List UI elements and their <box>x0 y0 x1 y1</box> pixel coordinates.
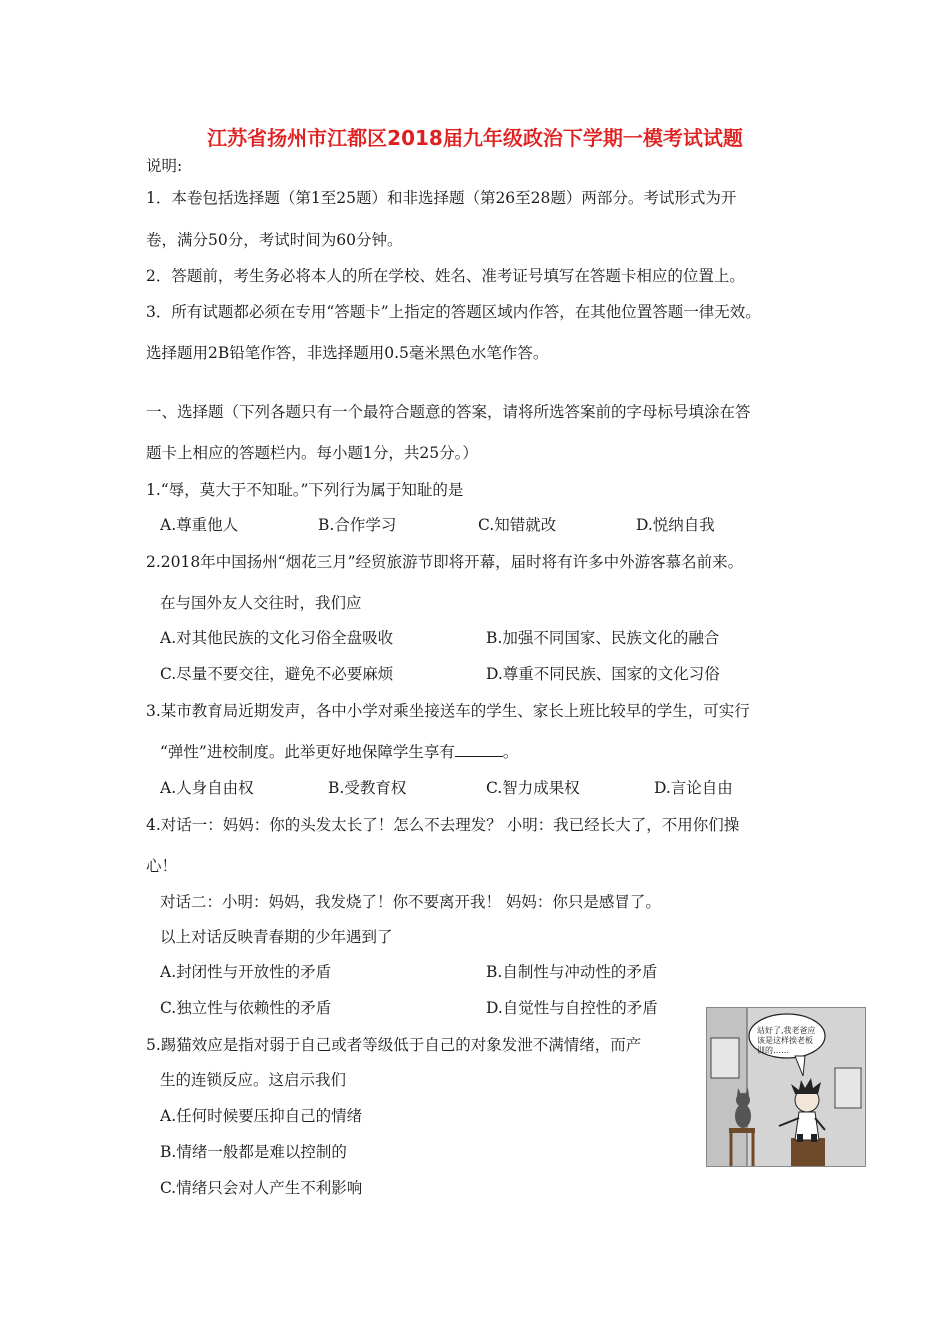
intro-item-3-cont: 选择题用2B铅笔作答，非选择题用0.5毫米黑色水笔作答。 <box>146 344 549 362</box>
question-1-option-c: C.知错就改 <box>478 516 557 534</box>
kick-the-cat-cartoon <box>706 1007 866 1167</box>
question-3-option-b: B.受教育权 <box>328 779 407 797</box>
question-5-option-c: C.情绪只会对人产生不利影响 <box>160 1179 363 1197</box>
question-4-option-b: B.自制性与冲动性的矛盾 <box>486 963 658 981</box>
question-2-option-b: B.加强不同国家、民族文化的融合 <box>486 629 720 647</box>
question-3-stem-text: “弹性”进校制度。此举更好地保障学生享有 <box>160 743 455 761</box>
section-heading: 一、选择题（下列各题只有一个最符合题意的答案，请将所选答案前的字母标号填涂在答 <box>146 403 751 421</box>
question-2-stem-cont: 在与国外友人交往时，我们应 <box>160 594 362 612</box>
intro-item-3: 3．所有试题都必须在专用“答题卡”上指定的答题区域内作答，在其他位置答题一律无效。 <box>146 303 761 321</box>
question-1-option-d: D.悦纳自我 <box>636 516 715 534</box>
intro-item-1-cont: 卷，满分50分，考试时间为60分钟。 <box>146 231 403 249</box>
question-4-option-a: A.封闭性与开放性的矛盾 <box>160 963 332 981</box>
answer-blank <box>455 742 503 757</box>
question-4-prompt: 以上对话反映青春期的少年遇到了 <box>160 928 393 946</box>
question-2-option-a: A.对其他民族的文化习俗全盘吸收 <box>160 629 394 647</box>
question-5-option-b: B.情绪一般都是难以控制的 <box>160 1143 347 1161</box>
intro-label: 说明: <box>146 157 183 175</box>
question-4-stem: 4.对话一：妈妈：你的头发太长了！怎么不去理发？ 小明：我已经长大了，不用你们操 <box>146 816 740 834</box>
question-3-option-a: A.人身自由权 <box>160 779 254 797</box>
question-4-stem-cont: 心！ <box>146 857 178 875</box>
question-4-option-d: D.自觉性与自控性的矛盾 <box>486 999 658 1017</box>
question-3-stem-cont <box>160 742 518 762</box>
question-5-stem: 5.踢猫效应是指对弱于自己或者等级低于自己的对象发泄不满情绪，而产 <box>146 1036 642 1054</box>
cartoon-speech-bubble: 站好了,我老爸应该是这样挨老板训的…… <box>757 1026 816 1055</box>
question-1-stem: 1.“辱，莫大于不知耻。”下列行为属于知耻的是 <box>146 481 464 499</box>
question-3-stem: 3.某市教育局近期发声，各中小学对乘坐接送车的学生、家长上班比较早的学生，可实行 <box>146 702 750 720</box>
question-5-stem-cont: 生的连锁反应。这启示我们 <box>160 1071 347 1089</box>
intro-item-1: 1．本卷包括选择题（第1至25题）和非选择题（第26至28题）两部分。考试形式为开 <box>146 189 737 207</box>
question-3-option-c: C.智力成果权 <box>486 779 580 797</box>
question-4-dialogue-2: 对话二：小明：妈妈，我发烧了！你不要离开我！ 妈妈：你只是感冒了。 <box>160 893 661 911</box>
page-title: 江苏省扬州市江都区2018届九年级政治下学期一模考试试题 <box>207 126 743 150</box>
question-1-option-b: B.合作学习 <box>318 516 397 534</box>
question-3-stem-end: 。 <box>502 743 519 761</box>
question-5-option-a: A.任何时候要压抑自己的情绪 <box>160 1107 363 1125</box>
question-2-option-c: C.尽量不要交往，避免不必要麻烦 <box>160 665 394 683</box>
question-3-option-d: D.言论自由 <box>654 779 733 797</box>
section-heading-cont: 题卡上相应的答题栏内。每小题1分，共25分。） <box>146 444 478 462</box>
question-4-option-c: C.独立性与依赖性的矛盾 <box>160 999 332 1017</box>
question-1-option-a: A.尊重他人 <box>160 516 239 534</box>
question-2-option-d: D.尊重不同民族、国家的文化习俗 <box>486 665 720 683</box>
intro-item-2: 2．答题前，考生务必将本人的所在学校、姓名、准考证号填写在答题卡相应的位置上。 <box>146 267 745 285</box>
question-2-stem: 2.2018年中国扬州“烟花三月”经贸旅游节即将开幕，届时将有许多中外游客慕名前来。 <box>146 553 744 571</box>
